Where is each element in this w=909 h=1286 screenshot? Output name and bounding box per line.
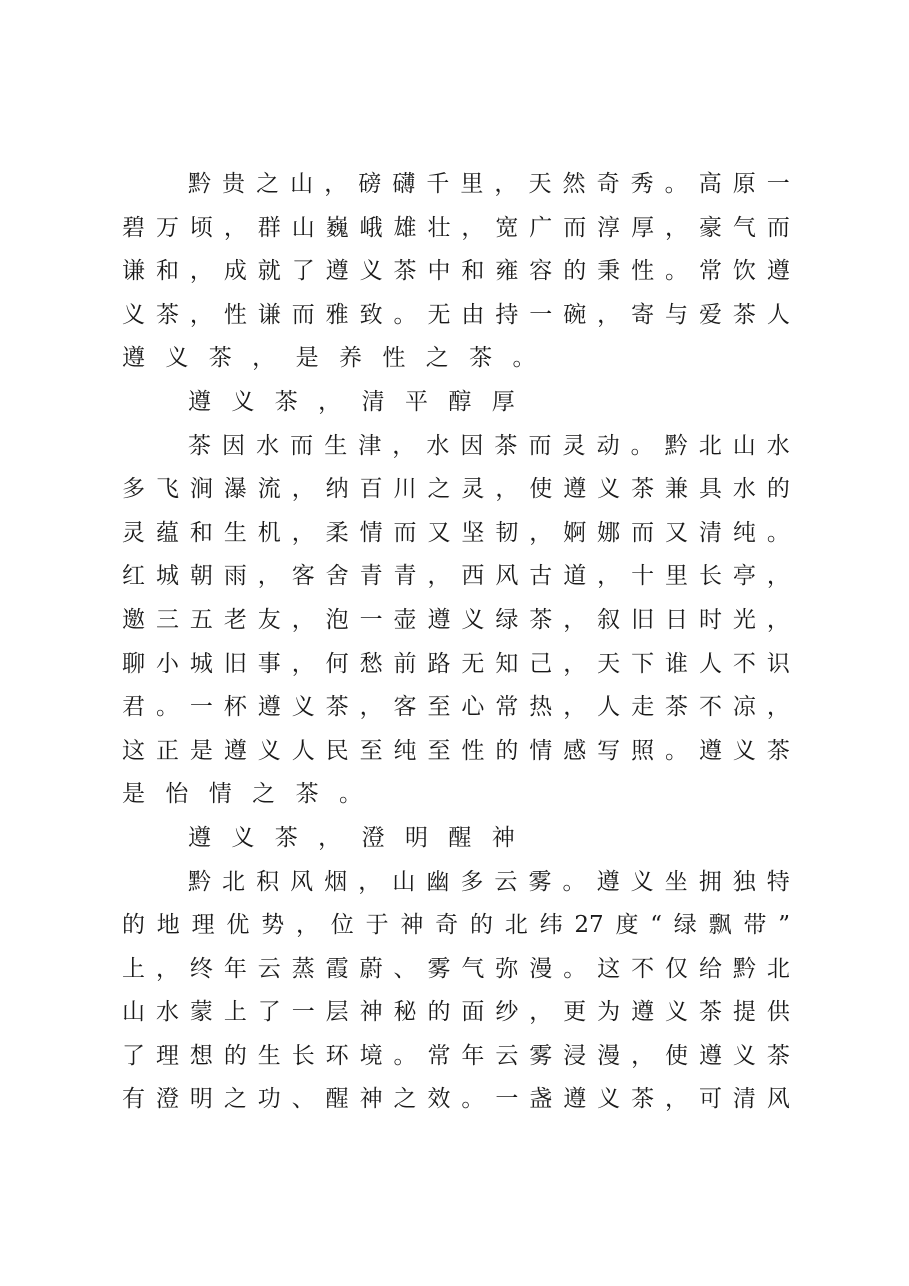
text-line: 碧 万 顷 ， 群 山 巍 峨 雄 壮 ， 宽 广 而 淳 厚 ， 豪 气 而 [122, 214, 790, 241]
text-line: 茶 因 水 而 生 津 ， 水 因 茶 而 灵 动 。 黔 北 山 水 [188, 432, 790, 459]
text-line: 黔 贵 之 山 ， 磅 礴 千 里 ， 天 然 奇 秀 。 高 原 一 [188, 171, 790, 197]
text-line: 灵 蕴 和 生 机 ， 柔 情 而 又 坚 韧 ， 婀 娜 而 又 清 纯 。 [122, 519, 790, 546]
text-line: 邀 三 五 老 友 ， 泡 一 壶 遵 义 绿 茶 ， 叙 旧 日 时 光 ， [122, 606, 790, 633]
text-line: 多 飞 涧 瀑 流 ， 纳 百 川 之 灵 ， 使 遵 义 茶 兼 具 水 的 [122, 476, 790, 503]
text-line: 红 城 朝 雨 ， 客 舍 青 青 ， 西 风 古 道 ， 十 里 长 亭 ， [122, 563, 790, 590]
text-line: 这 正 是 遵 义 人 民 至 纯 至 性 的 情 感 写 照 。 遵 义 茶 [122, 737, 790, 764]
text-line: 黔 北 积 风 烟 ， 山 幽 多 云 雾 。 遵 义 坐 拥 独 特 [188, 868, 790, 895]
text-line: 聊 小 城 旧 事 ， 何 愁 前 路 无 知 己 ， 天 下 谁 人 不 识 [122, 650, 790, 677]
text-line: 是 怡 情 之 茶 。 [122, 781, 362, 808]
text-line: 遵 义 茶 ， 清 平 醇 厚 [188, 388, 515, 415]
text-line: 的 地 理 优 势 ， 位 于 神 奇 的 北 纬 27 度 “ 绿 飘 带 ” [122, 912, 790, 939]
text-line: 山 水 蒙 上 了 一 层 神 秘 的 面 纱 ， 更 为 遵 义 茶 提 供 [122, 999, 790, 1026]
text-line: 有 澄 明 之 功 、 醒 神 之 效 。 一 盏 遵 义 茶 ， 可 清 风 [122, 1086, 790, 1113]
text-line: 上 ， 终 年 云 蒸 霞 蔚 、 雾 气 弥 漫 。 这 不 仅 给 黔 北 [122, 955, 790, 982]
text-line: 了 理 想 的 生 长 环 境 。 常 年 云 雾 浸 漫 ， 使 遵 义 茶 [122, 1042, 790, 1069]
text-line: 遵 义 茶 ， 是 养 性 之 茶 。 [122, 345, 536, 372]
text-line: 义 茶 ， 性 谦 而 雅 致 。 无 由 持 一 碗 ， 寄 与 爱 茶 人 [122, 301, 790, 328]
text-line: 遵 义 茶 ， 澄 明 醒 神 [188, 824, 515, 851]
text-line: 君 。 一 杯 遵 义 茶 ， 客 至 心 常 热 ， 人 走 茶 不 凉 ， [122, 694, 790, 721]
document-body [122, 163, 790, 1122]
text-line: 谦 和 ， 成 就 了 遵 义 茶 中 和 雍 容 的 秉 性 。 常 饮 遵 [122, 258, 790, 285]
